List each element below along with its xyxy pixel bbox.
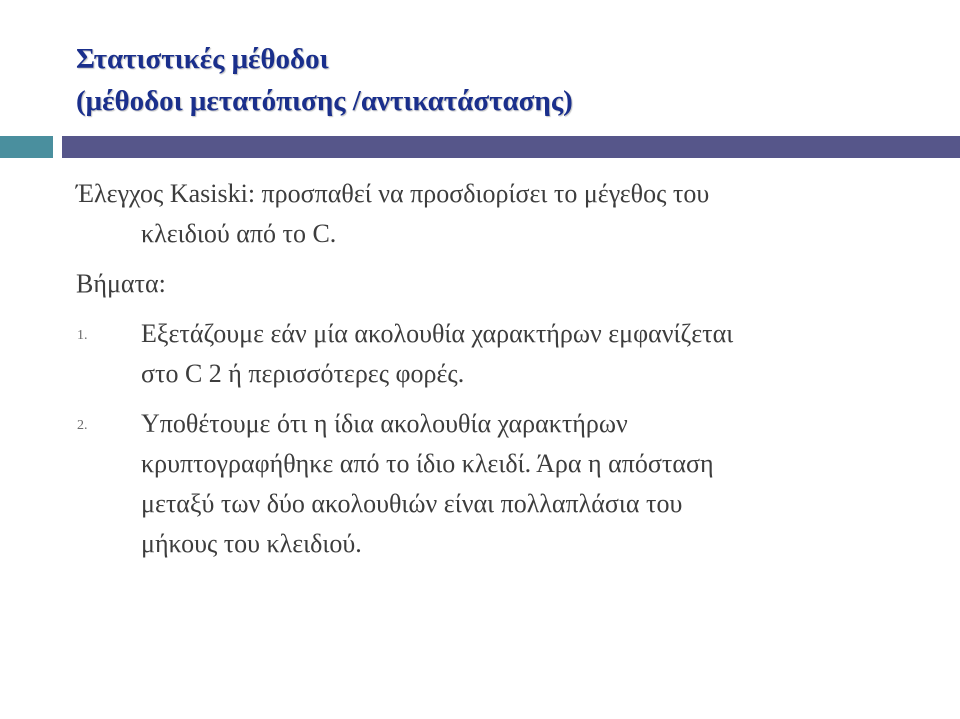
slide-title-line-1: Στατιστικές μέθοδοι <box>76 43 329 75</box>
step-2-line-2: κρυπτογραφήθηκε από το ίδιο κλειδί. Άρα η απόσταση <box>141 449 714 478</box>
step-2-marker: 2. <box>77 418 88 433</box>
step-2-line-1: Υποθέτουμε ότι η ίδια ακολουθία χαρακτήρων <box>141 409 628 438</box>
step-1-line-2: στο C 2 ή περισσότερες φορές. <box>141 359 465 388</box>
step-2-line-3: μεταξύ των δύο ακολουθιών είναι πολλαπλάσια του <box>141 489 683 518</box>
slide-title-line-2: (μέθοδοι μετατόπισης /αντικατάστασης) <box>76 85 573 117</box>
intro-line-1: Έλεγχος Kasiski: προσπαθεί να προσδιορίσει το μέγεθος του <box>76 179 710 208</box>
steps-heading: Βήματα: <box>76 269 166 298</box>
step-1-marker: 1. <box>77 328 88 343</box>
step-2-line-4: μήκους του κλειδιού. <box>141 529 362 558</box>
step-1-line-1: Εξετάζουμε εάν μία ακολουθία χαρακτήρων εμφανίζεται <box>141 319 734 348</box>
intro-line-2: κλειδιού από το C. <box>141 219 337 248</box>
